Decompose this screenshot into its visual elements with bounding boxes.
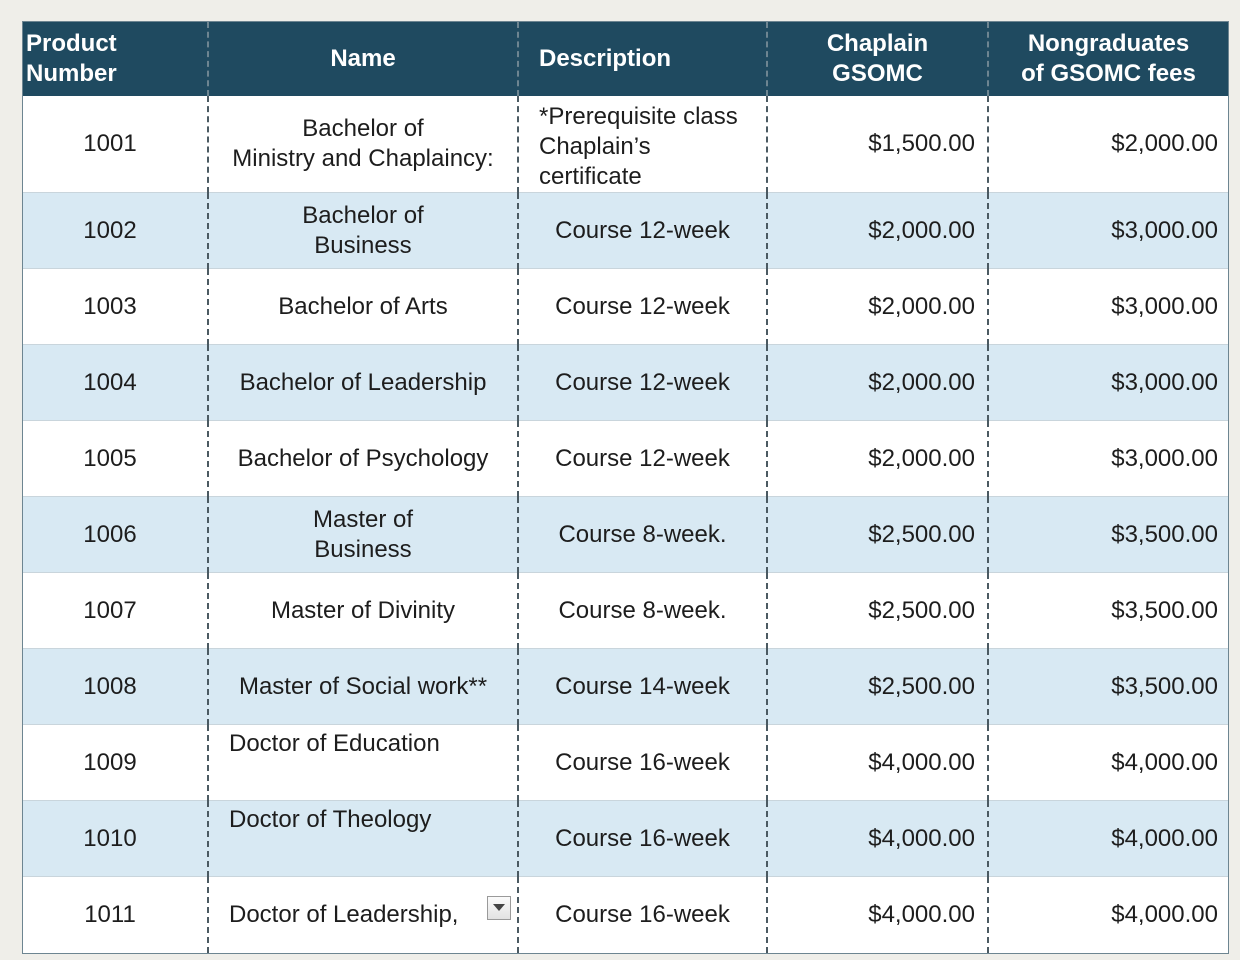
cell-name-line1: Bachelor of <box>302 201 424 229</box>
cell-nongrad-fee[interactable]: $3,000.00 <box>988 193 1228 269</box>
cell-nongrad-fee[interactable]: $2,000.00 <box>988 96 1228 193</box>
cell-chaplain-fee[interactable]: $2,500.00 <box>767 573 988 649</box>
cell-description-line2: Chaplain’s <box>539 133 651 160</box>
cell-chaplain-fee[interactable]: $4,000.00 <box>767 725 988 801</box>
cell-product-number[interactable]: 1009 <box>23 725 208 801</box>
cell-product-number[interactable]: 1002 <box>23 193 208 269</box>
cell-product-number[interactable]: 1008 <box>23 649 208 725</box>
cell-description[interactable]: Course 14-week <box>518 649 767 725</box>
cell-description-line1: *Prerequisite class <box>539 103 738 130</box>
table-body <box>23 96 1228 953</box>
cell-chaplain-fee[interactable]: $2,000.00 <box>767 193 988 269</box>
header-nongrad-line1: Nongraduates <box>1027 30 1190 57</box>
cell-name[interactable]: Master of Social work** <box>208 649 518 725</box>
table-header <box>23 22 1228 96</box>
cell-nongrad-fee[interactable]: $3,000.00 <box>988 421 1228 497</box>
table-row <box>23 421 1228 497</box>
cell-description[interactable] <box>518 96 767 193</box>
table-row <box>23 269 1228 345</box>
cell-chaplain-fee[interactable]: $2,000.00 <box>767 421 988 497</box>
cell-description[interactable]: Course 8-week. <box>518 497 767 573</box>
header-chaplain-line2: GSOMC <box>832 60 923 87</box>
cell-description[interactable]: Course 16-week <box>518 877 767 953</box>
cell-product-number[interactable]: 1006 <box>23 497 208 573</box>
cell-name[interactable] <box>208 193 518 269</box>
chevron-down-icon[interactable] <box>487 896 511 920</box>
cell-nongrad-fee[interactable]: $3,500.00 <box>988 497 1228 573</box>
table-row <box>23 497 1228 573</box>
cell-nongrad-fee[interactable]: $3,000.00 <box>988 269 1228 345</box>
cell-name[interactable] <box>208 96 518 193</box>
product-price-table <box>23 22 1228 953</box>
table-row <box>23 193 1228 269</box>
cell-name[interactable]: Bachelor of Psychology <box>208 421 518 497</box>
cell-name-text: Doctor of Leadership, <box>229 900 459 928</box>
table-row <box>23 573 1228 649</box>
cell-description[interactable]: Course 16-week <box>518 801 767 877</box>
cell-chaplain-fee[interactable]: $2,000.00 <box>767 345 988 421</box>
cell-name[interactable]: Master of Divinity <box>208 573 518 649</box>
header-name-label: Name <box>330 45 396 72</box>
cell-description[interactable]: Course 12-week <box>518 345 767 421</box>
table-row <box>23 649 1228 725</box>
header-chaplain-line1: Chaplain <box>826 30 929 57</box>
header-description[interactable] <box>518 22 767 96</box>
header-description-label: Description <box>539 45 672 72</box>
cell-nongrad-fee[interactable]: $4,000.00 <box>1111 900 1218 928</box>
cell-nongrad-fee[interactable]: $3,500.00 <box>988 649 1228 725</box>
cell-nongrad-fee[interactable]: $3,000.00 <box>988 345 1228 421</box>
cell-product-number[interactable]: 1004 <box>23 345 208 421</box>
cell-chaplain-fee[interactable]: $2,500.00 <box>767 649 988 725</box>
cell-product-number[interactable]: 1010 <box>23 801 208 877</box>
cell-product-number[interactable]: 1011 <box>23 877 208 953</box>
cell-name[interactable] <box>208 497 518 573</box>
cell-chaplain-fee[interactable]: $2,000.00 <box>767 269 988 345</box>
cell-name-line1: Master of <box>312 505 414 533</box>
cell-chaplain-fee[interactable]: $4,000.00 <box>767 801 988 877</box>
cell-description[interactable]: Course 12-week <box>518 269 767 345</box>
header-nongrad-line2: of GSOMC fees <box>1021 60 1196 87</box>
cell-name-wrapper <box>229 900 517 930</box>
table-row <box>23 725 1228 801</box>
cell-name[interactable]: Doctor of Theology <box>208 801 518 877</box>
cell-name-line2: Business <box>314 535 412 563</box>
cell-product-number[interactable]: 1001 <box>23 96 208 193</box>
header-row <box>23 22 1228 96</box>
cell-name[interactable] <box>208 877 518 953</box>
table-row <box>23 96 1228 193</box>
cell-chaplain-fee[interactable]: $1,500.00 <box>767 96 988 193</box>
spreadsheet-table-area <box>22 21 1229 954</box>
cell-description[interactable]: Course 12-week <box>518 193 767 269</box>
cell-name-line2: Business <box>314 231 412 259</box>
cell-nongrad-fee[interactable]: $4,000.00 <box>988 801 1228 877</box>
cell-product-number[interactable]: 1007 <box>23 573 208 649</box>
cell-name[interactable]: Doctor of Education <box>208 725 518 801</box>
cell-product-number[interactable]: 1005 <box>23 421 208 497</box>
cell-chaplain-fee[interactable]: $2,500.00 <box>767 497 988 573</box>
cell-name-line2: Ministry and Chaplaincy: <box>232 145 494 172</box>
cell-chaplain-fee[interactable]: $4,000.00 <box>767 877 988 953</box>
cell-description[interactable]: Course 12-week <box>518 421 767 497</box>
header-product-number-line2: Number <box>26 60 117 87</box>
cell-description[interactable]: Course 16-week <box>518 725 767 801</box>
table-row <box>23 345 1228 421</box>
header-name[interactable] <box>208 22 518 96</box>
cell-nongrad-fee[interactable]: $4,000.00 <box>988 725 1228 801</box>
cell-nongrad-fee[interactable]: $3,500.00 <box>988 573 1228 649</box>
cell-name-line1: Bachelor of <box>302 115 424 142</box>
cell-name[interactable]: Bachelor of Arts <box>208 269 518 345</box>
cell-name[interactable]: Bachelor of Leadership <box>208 345 518 421</box>
cell-product-number[interactable]: 1003 <box>23 269 208 345</box>
cell-description-line3: certificate <box>539 163 642 190</box>
table-row <box>23 801 1228 877</box>
header-nongraduates-fees[interactable] <box>988 22 1228 96</box>
header-product-number-line1: Product <box>26 30 117 57</box>
cell-description[interactable]: Course 8-week. <box>518 573 767 649</box>
header-product-number[interactable] <box>23 22 208 96</box>
table-row <box>23 877 1228 953</box>
header-chaplain-gsomc[interactable] <box>767 22 988 96</box>
